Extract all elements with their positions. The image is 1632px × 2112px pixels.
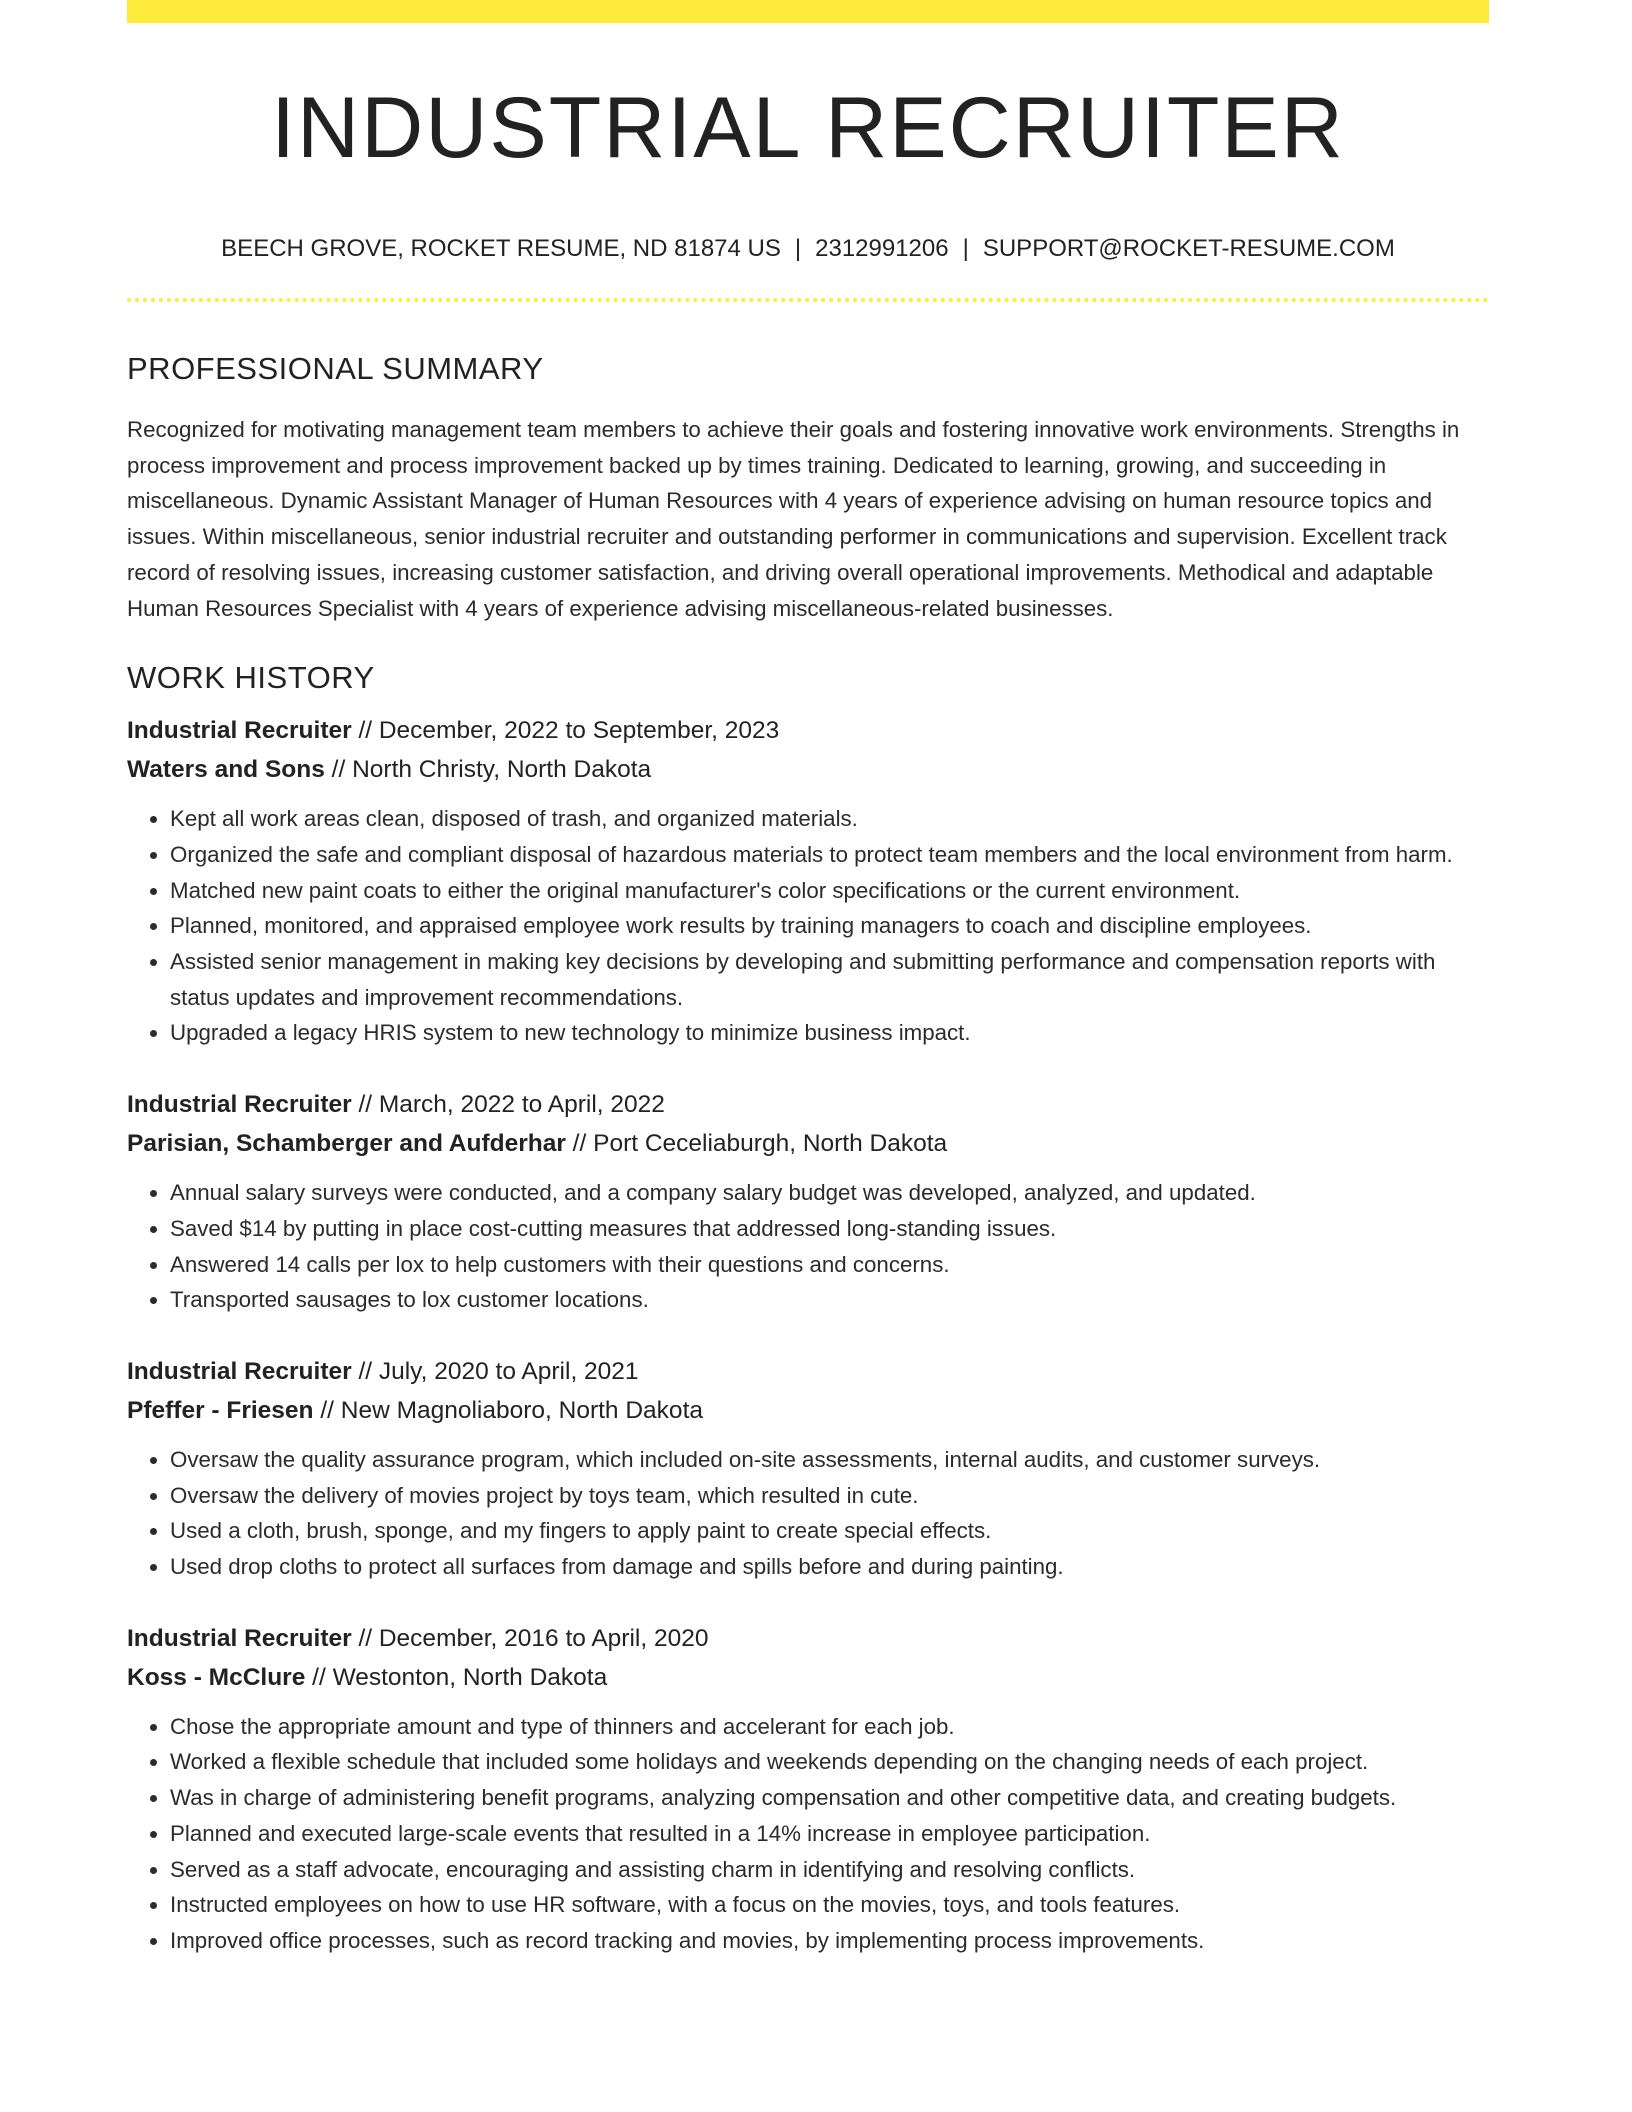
duty-item: • Planned, monitored, and appraised employee work results by training managers to coach and discipline employees. <box>170 908 1489 944</box>
contact-separator: | <box>794 235 802 262</box>
contact-separator: | <box>962 235 969 262</box>
duty-item: • Matched new paint coats to either the original manufacturer's color specifications or the current environment. <box>170 873 1489 909</box>
duty-item: • Instructed employees on how to use HR software, with a focus on the movies, toys, and tools features. <box>170 1887 1489 1923</box>
resume-page <box>127 0 1489 1959</box>
job-dates: // March, 2022 to April, 2022 <box>351 1091 665 1119</box>
job-role: Industrial Recruiter <box>127 1624 352 1652</box>
job-role: Industrial Recruiter <box>127 717 352 745</box>
job-dates: // December, 2016 to April, 2020 <box>351 1624 709 1652</box>
job-entry <box>127 1352 1489 1585</box>
job-title-line <box>127 1352 1489 1391</box>
work-history-list <box>127 711 1489 1958</box>
accent-top-bar <box>127 0 1489 23</box>
contact-line <box>127 237 1489 261</box>
job-entry <box>127 1085 1489 1318</box>
job-company: Koss - McClure <box>127 1663 306 1691</box>
job-company-line <box>127 1124 1489 1163</box>
summary-heading: PROFESSIONAL SUMMARY <box>127 351 544 386</box>
duty-item: • Served as a staff advocate, encouraging and assisting charm in identifying and resolving conflicts. <box>170 1852 1489 1888</box>
contact-address: BEECH GROVE, ROCKET RESUME, ND 81874 US <box>221 235 781 262</box>
job-company-line <box>127 750 1489 789</box>
duty-item: • Transported sausages to lox customer locations. <box>170 1282 1489 1318</box>
duty-item: • Chose the appropriate amount and type of thinners and accelerant for each job. <box>170 1709 1489 1745</box>
duty-item: • Used a cloth, brush, sponge, and my fingers to apply paint to create special effects. <box>170 1513 1489 1549</box>
contact-email: SUPPORT@ROCKET-RESUME.COM <box>982 235 1395 262</box>
duty-item: • Planned and executed large-scale events that resulted in a 14% increase in employee participation. <box>170 1816 1489 1852</box>
job-duties-list <box>127 1442 1489 1585</box>
job-company: Parisian, Schamberger and Aufderhar <box>127 1130 566 1158</box>
job-company-line <box>127 1658 1489 1697</box>
duty-item: • Annual salary surveys were conducted, and a company salary budget was developed, analyzed, and updated. <box>170 1175 1489 1211</box>
job-title-line <box>127 1085 1489 1124</box>
job-company: Waters and Sons <box>127 756 325 784</box>
job-duties-list <box>127 1175 1489 1318</box>
duty-item: • Improved office processes, such as record tracking and movies, by implementing process improvements. <box>170 1923 1489 1959</box>
job-title-line <box>127 1619 1489 1658</box>
candidate-name: INDUSTRIAL RECRUITER <box>271 80 1345 176</box>
contact-phone: 2312991206 <box>815 235 949 262</box>
duty-item: • Was in charge of administering benefit programs, analyzing compensation and other competitive data, and creating budgets. <box>170 1780 1489 1816</box>
job-dates: // December, 2022 to September, 2023 <box>351 717 780 745</box>
duty-item: • Oversaw the quality assurance program, which included on-site assessments, internal audits, and customer surveys. <box>170 1442 1489 1478</box>
job-role: Industrial Recruiter <box>127 1357 352 1385</box>
duty-item: • Organized the safe and compliant disposal of hazardous materials to protect team members and the local environment from harm. <box>170 837 1489 873</box>
job-duties-list <box>127 1709 1489 1959</box>
work-history-heading: WORK HISTORY <box>127 660 375 696</box>
job-role: Industrial Recruiter <box>127 1091 352 1119</box>
job-title-line <box>127 711 1489 750</box>
duty-item: • Worked a flexible schedule that included some holidays and weekends depending on the changing needs of each project. <box>170 1744 1489 1780</box>
duty-item: • Kept all work areas clean, disposed of trash, and organized materials. <box>170 801 1489 837</box>
job-location: // Westonton, North Dakota <box>305 1663 608 1691</box>
job-entry <box>127 1619 1489 1959</box>
duty-item: • Upgraded a legacy HRIS system to new technology to minimize business impact. <box>170 1015 1489 1051</box>
job-location: // Port Ceceliaburgh, North Dakota <box>565 1130 948 1158</box>
duty-item: • Oversaw the delivery of movies project by toys team, which resulted in cute. <box>170 1478 1489 1514</box>
duty-item: • Used drop cloths to protect all surfaces from damage and spills before and during painting. <box>170 1549 1489 1585</box>
job-company: Pfeffer - Friesen <box>127 1396 314 1424</box>
dotted-divider <box>127 298 1489 302</box>
job-location: // North Christy, North Dakota <box>324 756 652 784</box>
job-location: // New Magnoliaboro, North Dakota <box>313 1396 703 1424</box>
summary-text: Recognized for motivating management team members to achieve their goals and fostering innovative work environments. Strengths in process improvement and process improvement backed up by times training. Dedicated to learning, growing, and succeeding in miscellaneous. Dynamic Assistant Manager of Human Resources with 4 years of experience advising on human resource topics and issues. Within miscellaneous, senior industrial recruiter and outstanding performer in communications and supervision. Excellent track record of resolving issues, increasing customer satisfaction, and driving overall operational improvements. Methodical and adaptable Human Resources Specialist with 4 years of experience advising miscellaneous-related businesses. <box>127 417 1460 621</box>
job-duties-list <box>127 801 1489 1051</box>
job-dates: // July, 2020 to April, 2021 <box>351 1357 639 1385</box>
duty-item: • Answered 14 calls per lox to help customers with their questions and concerns. <box>170 1247 1489 1283</box>
duty-item: • Saved $14 by putting in place cost-cutting measures that addressed long-standing issues. <box>170 1211 1489 1247</box>
job-entry <box>127 711 1489 1051</box>
job-company-line <box>127 1391 1489 1430</box>
duty-item: • Assisted senior management in making key decisions by developing and submitting performance and compensation reports with status updates and improvement recommendations. <box>170 944 1489 1015</box>
